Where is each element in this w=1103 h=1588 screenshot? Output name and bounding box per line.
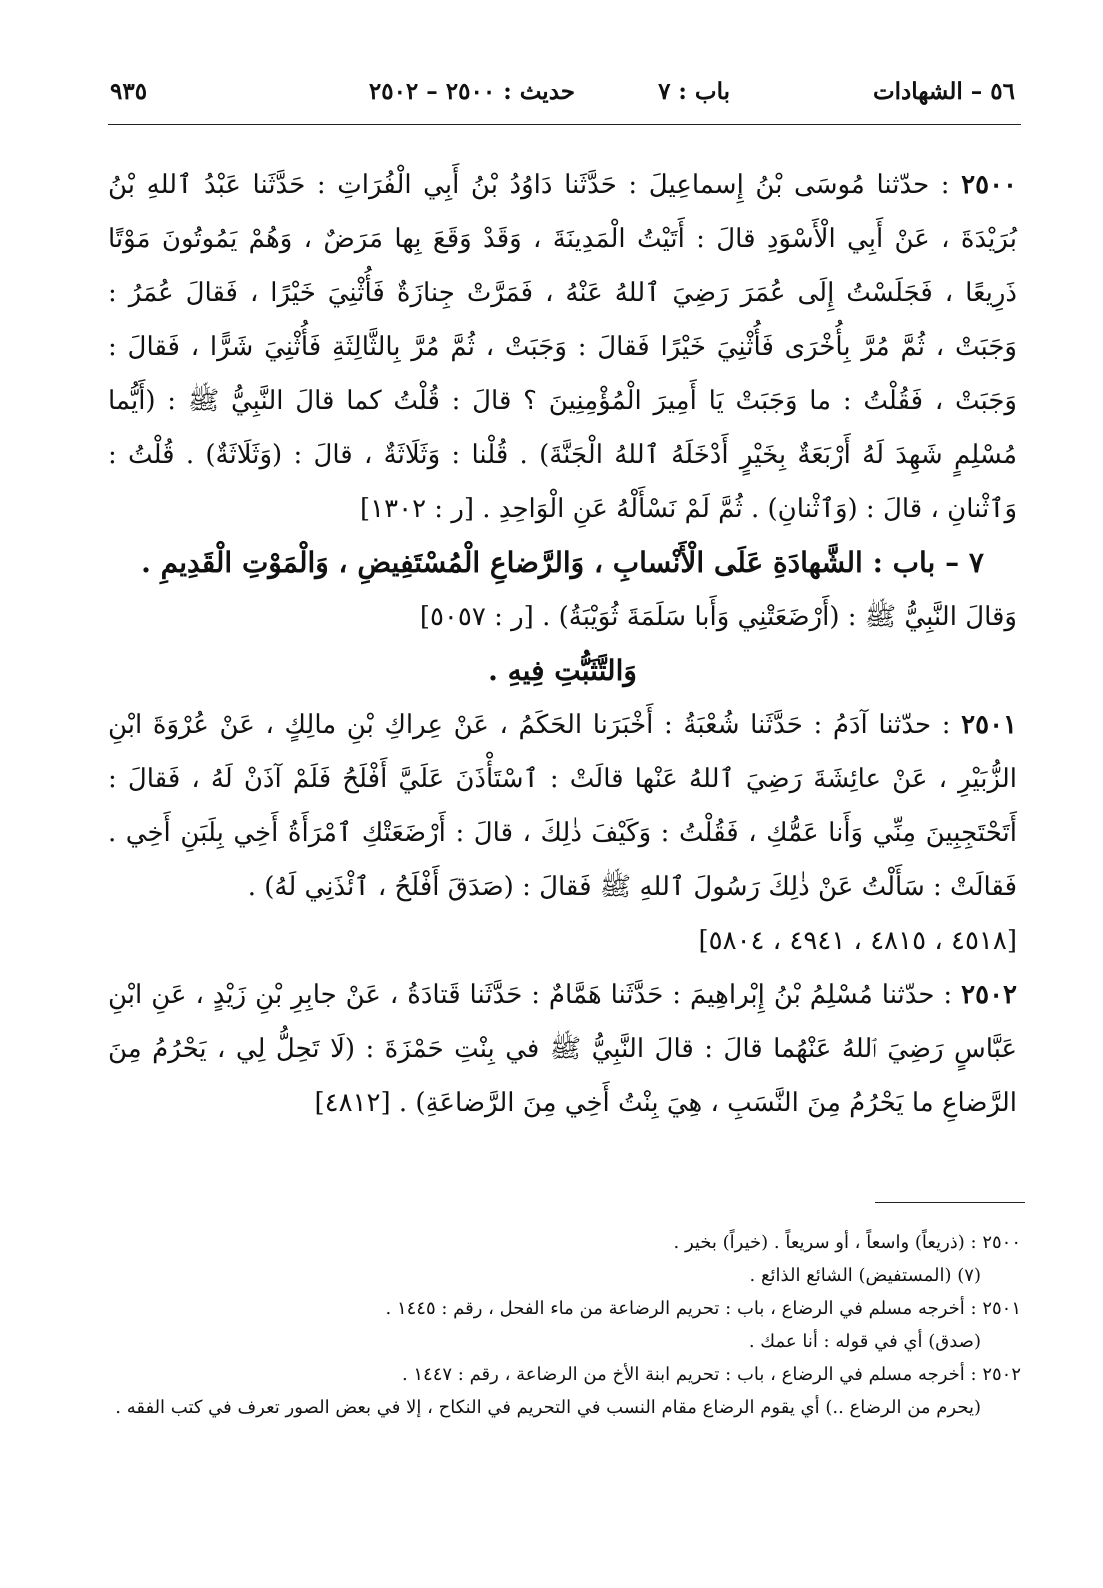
- chapter-heading: ٥٦ – الشهادات: [872, 78, 1015, 105]
- hadith-number: ٢٥٠١: [961, 710, 1017, 740]
- footnote-divider: [875, 1202, 1025, 1203]
- page-number: ٩٣٥: [110, 78, 148, 105]
- hadith-number: ٢٥٠٠: [961, 170, 1018, 200]
- hadith-range: حديث : ٢٥٠٠ – ٢٥٠٢: [368, 78, 575, 105]
- chapter-subtitle: وَالتَّثَبُّتِ فِيهِ .: [488, 654, 637, 687]
- chapter-text: [108, 590, 1017, 644]
- hadith-text: : حدّثنا مُوسَى بْنُ إِسماعِيلَ : حَدَّثَنا دَاوُدُ بْنُ أَبِي الْفُرَاتِ : حَدَّثَنا عَبْدُ ٱللهِ بْنُ بُرَيْدَةَ ، عَنْ أَبِي الْأَسْوَدِ قالَ : أَتَيْتُ الْمَدِينَةَ ، وَقَدْ وَقَعَ بِها مَرَضٌ ، وَهُمْ يَمُوتُونَ مَوْتًا ذَرِيعًا ، فَجَلَسْتُ إِلَى عُمَرَ رَضِيَ ٱللهُ عَنْهُ ، فَمَرَّتْ جِنازَةٌ فَأُثْنِيَ خَيْرًا ، فَقالَ عُمَرُ : وَجَبَتْ ، ثُمَّ مُرَّ بِأُخْرَى فَأُثْنِيَ خَيْرًا فَقالَ : وَجَبَتْ ، ثُمَّ مُرَّ بِالثَّالِثَةِ فَأُثْنِيَ شَرًّا ، فَقالَ : وَجَبَتْ ، فَقُلْتُ : ما وَجَبَتْ يَا أَمِيرَ الْمُؤْمِنِينَ ؟ قالَ : قُلْتُ كما قالَ النَّبِيُّ ﷺ : (أَيُّما مُسْلِمٍ شَهِدَ لَهُ أَرْبَعَةٌ بِخَيْرٍ أَدْخَلَهُ ٱللهُ الْجَنَّةَ) . قُلْنا : وَثَلَاثَةٌ ، قالَ : (وَثَلَاثَةٌ) . قُلْتُ : وَٱثْنانِ ، قالَ : (وَٱثْنانِ) . ثُمَّ لَمْ نَسْأَلْهُ عَنِ الْوَاحِدِ .: [108, 170, 1017, 524]
- hadith-references: [٤٥١٨ ، ٤٨١٥ ، ٤٩٤١ ، ٥٨٠٤]: [698, 926, 1017, 956]
- hadith-2502: [108, 968, 1017, 1130]
- footnote: ٢٥٠١ : أخرجه مسلم في الرضاع ، باب : تحريم الرضاعة من ماء الفحل ، رقم : ١٤٤٥ .: [385, 1298, 1021, 1319]
- hadith-reference: [٤٨١٢]: [314, 1088, 391, 1118]
- running-header: [110, 78, 1015, 118]
- footnote: ٢٥٠٠ : (ذريعاً) واسعاً ، أو سريعاً . (خيراً) بخير .: [673, 1232, 1021, 1253]
- footnote: (صدق) أي في قوله : أنا عمك .: [748, 1331, 981, 1352]
- hadith-reference: [ر : ١٣٠٢]: [360, 494, 475, 524]
- footnote: (٧) (المستفيض) الشائع الذائع .: [749, 1265, 981, 1286]
- footnotes: [108, 1226, 1021, 1424]
- hadith-number: ٢٥٠٢: [961, 980, 1018, 1010]
- hadith-2500: [108, 158, 1017, 536]
- hadith-text: : حدّثنا مُسْلِمُ بْنُ إِبْراهِيمَ : حَدَّثَنا هَمَّامٌ : حَدَّثَنا قَتادَةُ ، عَنْ جابِرِ بْنِ زَيْدٍ ، عَنِ ابْنِ عَبَّاسٍ رَضِيَ ٱللهُ عَنْهُما قالَ : قالَ النَّبِيُّ ﷺ في بِنْتِ حَمْزَةَ : (لَا تَحِلُّ لِي ، يَحْرُمُ مِنَ الرَّضاعِ ما يَحْرُمُ مِنَ النَّسَبِ ، هِيَ بِنْتُ أَخِي مِنَ الرَّضاعَةِ) .: [108, 980, 1017, 1118]
- hadith-text: : حدّثنا آدَمُ : حَدَّثَنا شُعْبَةُ : أَخْبَرَنا الحَكَمُ ، عَنْ عِراكِ بْنِ مالِكٍ ، عَنْ عُرْوَةَ ابْنِ الزُّبَيْرِ ، عَنْ عائِشَةَ رَضِيَ ٱللهُ عَنْها قالَتْ : ٱسْتَأْذَنَ عَلَيَّ أَفْلَحُ فَلَمْ آذَنْ لَهُ ، فَقالَ : أَتَحْتَجِبِينَ مِنِّي وَأَنا عَمُّكِ ، فَقُلْتُ : وَكَيْفَ ذٰلِكَ ، قالَ : أَرْضَعَتْكِ ٱمْرَأَةُ أَخِي بِلَبَنِ أَخِي . فَقالَتْ : سَأَلْتُ عَنْ ذٰلِكَ رَسُولَ ٱللهِ ﷺ فَقالَ : (صَدَقَ أَفْلَحُ ، ٱئْذَنِي لَهُ) .: [108, 710, 1018, 902]
- chapter-reference: [ر : ٥٠٥٧]: [419, 602, 534, 632]
- footnote: ٢٥٠٢ : أخرجه مسلم في الرضاع ، باب : تحريم ابنة الأخ من الرضاعة ، رقم : ١٤٤٧ .: [401, 1364, 1021, 1385]
- footnote: (يحرم من الرضاع ..) أي يقوم الرضاع مقام النسب في التحريم في النكاح ، إلا في بعض الصور تعرف في كتب الفقه .: [115, 1397, 981, 1418]
- chapter-quote: وَقالَ النَّبِيُّ ﷺ : (أَرْضَعَتْنِي وَأَبا سَلَمَةَ ثُوَيْبَةُ) .: [542, 602, 1017, 632]
- header-divider: [108, 124, 1021, 125]
- bab-heading: باب : ٧: [658, 78, 730, 105]
- hadith-2501: [108, 698, 1017, 914]
- chapter-title: ٧ – باب : الشَّهادَةِ عَلَى الْأَنْسابِ ، وَالرَّضاعِ الْمُسْتَفِيضِ ، وَالْمَوْتِ الْقَدِيمِ .: [141, 546, 984, 579]
- main-text: [108, 158, 1017, 1130]
